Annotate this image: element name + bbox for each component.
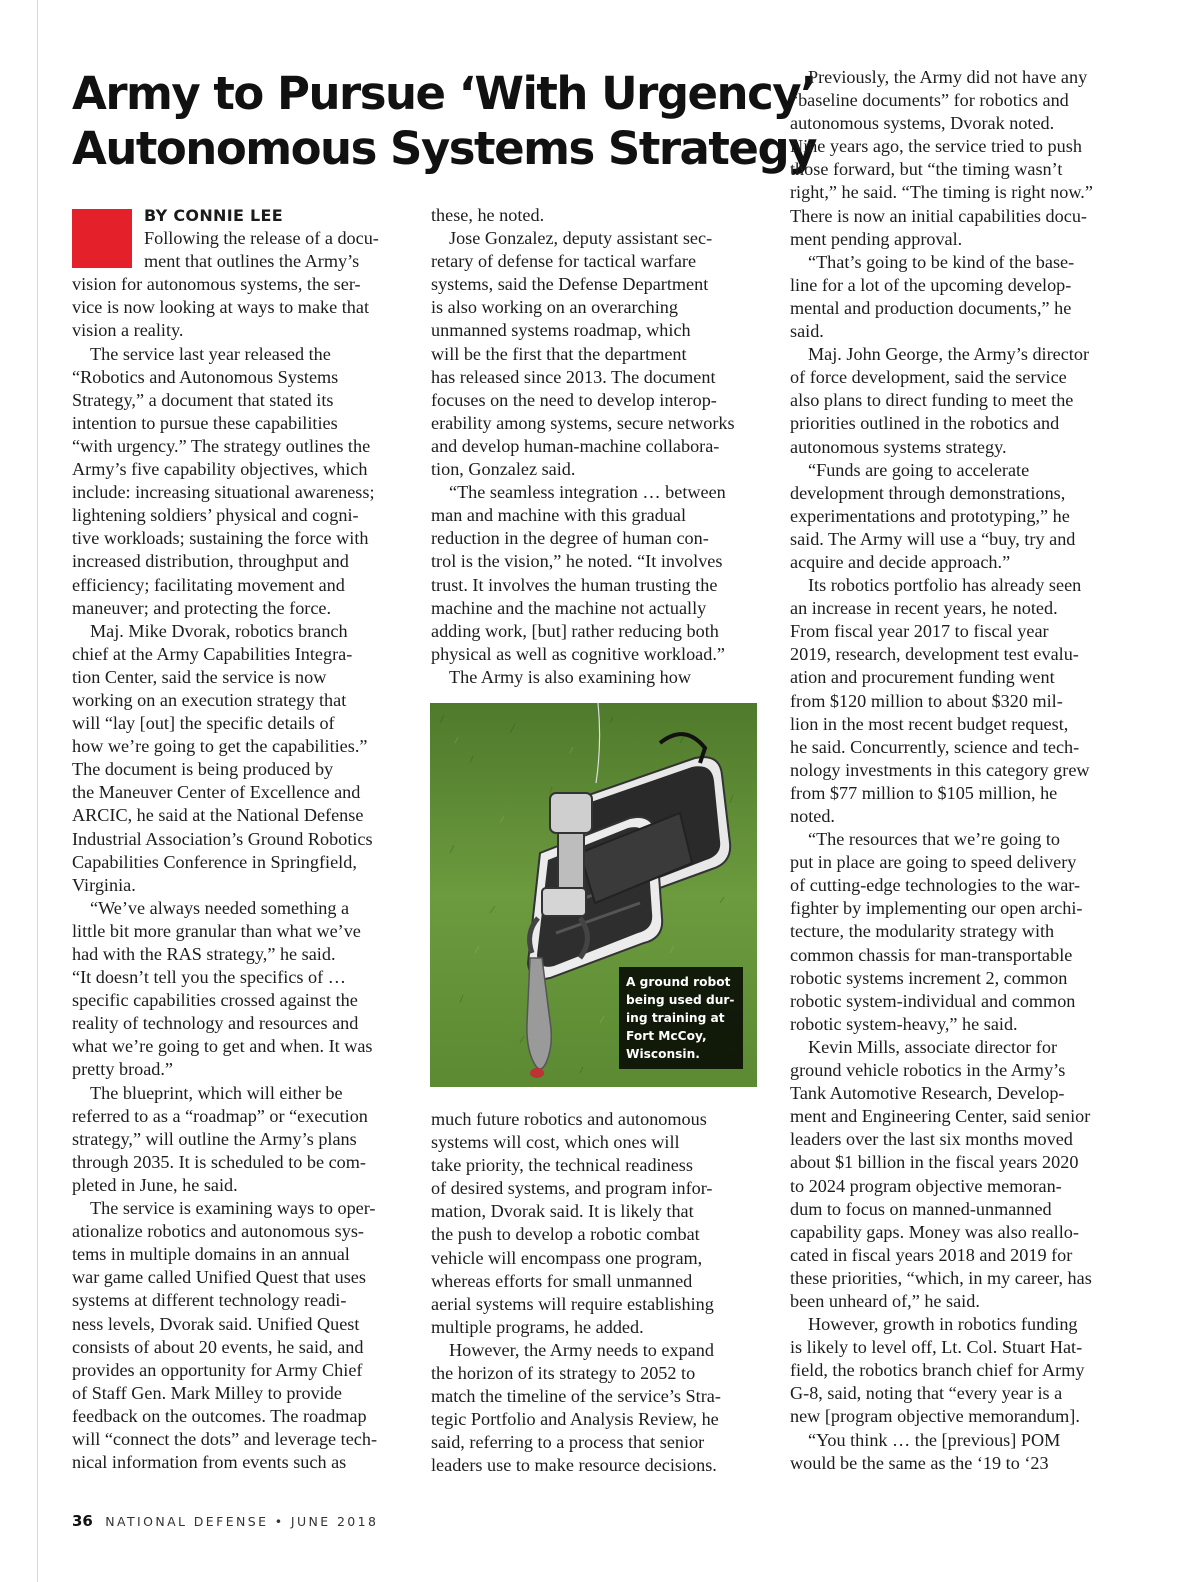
text-line: nology investments in this category grew bbox=[790, 759, 1090, 780]
text-line: machine and the machine not actually bbox=[431, 597, 707, 618]
text-line: ationalize robotics and autonomous sys- bbox=[72, 1221, 364, 1242]
text-line: these priorities, “which, in my career, has bbox=[790, 1267, 1092, 1288]
paragraph bbox=[72, 273, 408, 342]
text-line: Nine years ago, the service tried to push bbox=[790, 136, 1082, 157]
paragraph bbox=[72, 366, 408, 620]
column-3 bbox=[790, 66, 1126, 1475]
text-line: lion in the most recent budget request, bbox=[790, 713, 1069, 734]
caption-line: ing training at bbox=[626, 1011, 725, 1025]
text-line: efficiency; facilitating movement and bbox=[72, 574, 345, 595]
text-line: is likely to level off, Lt. Col. Stuart Hat- bbox=[790, 1337, 1083, 1358]
text-line: unmanned systems roadmap, which bbox=[431, 320, 691, 341]
text-line: experimentations and prototyping,” he bbox=[790, 505, 1070, 526]
text-line: of Staff Gen. Mark Milley to provide bbox=[72, 1382, 342, 1403]
text-line: ation and procurement funding went bbox=[790, 667, 1055, 688]
paragraph bbox=[790, 366, 1126, 458]
paragraph bbox=[790, 482, 1126, 574]
text-line: little bit more granular than what we’ve bbox=[72, 920, 361, 941]
text-line: an increase in recent years, he noted. bbox=[790, 598, 1058, 619]
text-line: The blueprint, which will either be bbox=[90, 1082, 343, 1103]
paragraph bbox=[431, 250, 761, 481]
robot-photo bbox=[430, 703, 757, 1087]
text-line: these, he noted. bbox=[431, 205, 545, 225]
text-line: “That’s going to be kind of the base- bbox=[808, 251, 1075, 272]
text-line: “Funds are going to accelerate bbox=[808, 459, 1030, 480]
text-line: autonomous systems, Dvorak noted. bbox=[790, 113, 1055, 134]
paragraph bbox=[790, 66, 1126, 89]
text-line: had with the RAS strategy,” he said. bbox=[72, 944, 336, 964]
text-line: much future robotics and autonomous bbox=[431, 1109, 707, 1129]
text-line: leaders use to make resource decisions. bbox=[431, 1455, 717, 1476]
text-line: ment and Engineering Center, said senior bbox=[790, 1106, 1091, 1127]
paragraph bbox=[72, 920, 408, 1082]
headline bbox=[72, 66, 816, 176]
page-number: 36 bbox=[72, 1512, 93, 1530]
column-1 bbox=[72, 204, 408, 1474]
text-line: Tank Automotive Research, Develop- bbox=[790, 1083, 1065, 1104]
text-line: reduction in the degree of human con- bbox=[431, 528, 709, 549]
paragraph bbox=[790, 89, 1126, 251]
text-line: focuses on the need to develop interop- bbox=[431, 389, 717, 410]
paragraph bbox=[431, 666, 761, 689]
text-line: Maj. Mike Dvorak, robotics branch bbox=[90, 620, 348, 641]
text-line: is also working on an overarching bbox=[431, 297, 678, 318]
text-line: vision for autonomous systems, the ser- bbox=[72, 274, 361, 295]
text-line: “The resources that we’re going to bbox=[808, 829, 1060, 850]
text-line: nical information from events such as bbox=[72, 1452, 347, 1473]
text-line: maneuver; and protecting the force. bbox=[72, 597, 332, 618]
text-line: robotic systems increment 2, common bbox=[790, 967, 1068, 988]
paragraph bbox=[72, 620, 408, 643]
text-line: adding work, [but] rather reducing both bbox=[431, 620, 719, 641]
text-line: pretty broad.” bbox=[72, 1059, 173, 1080]
text-line: of force development, said the service bbox=[790, 367, 1067, 388]
text-line: put in place are going to speed delivery bbox=[790, 852, 1077, 873]
text-line: development through demonstrations, bbox=[790, 482, 1066, 503]
paragraph bbox=[72, 1220, 408, 1474]
photo-caption bbox=[619, 967, 743, 1069]
text-line: take priority, the technical readiness bbox=[431, 1155, 693, 1176]
text-line: mental and production documents,” he bbox=[790, 297, 1072, 318]
text-line: right,” he said. “The timing is right now.” bbox=[790, 182, 1093, 203]
text-line: Jose Gonzalez, deputy assistant sec- bbox=[449, 228, 713, 249]
text-line: working on an execution strategy that bbox=[72, 689, 347, 710]
text-line: tecture, the modularity strategy with bbox=[790, 921, 1055, 942]
text-line: Strategy,” a document that stated its bbox=[72, 389, 334, 410]
text-line: “We’ve always needed something a bbox=[90, 897, 350, 918]
text-line: cated in fiscal years 2018 and 2019 for bbox=[790, 1244, 1073, 1265]
text-line: “with urgency.” The strategy outlines the bbox=[72, 435, 371, 456]
text-line: Capabilities Conference in Springfield, bbox=[72, 851, 357, 872]
text-line: also plans to direct funding to meet the bbox=[790, 390, 1074, 411]
text-line: those forward, but “the timing wasn’t bbox=[790, 159, 1063, 180]
paragraph bbox=[72, 897, 408, 920]
text-line: multiple programs, he added. bbox=[431, 1316, 644, 1337]
text-line: feedback on the outcomes. The roadmap bbox=[72, 1405, 367, 1426]
text-line: physical as well as cognitive workload.” bbox=[431, 643, 725, 664]
text-line: from $120 million to about $320 mil- bbox=[790, 690, 1063, 711]
text-line: what we’re going to get and when. It was bbox=[72, 1036, 373, 1057]
text-line: match the timeline of the service’s Stra- bbox=[431, 1386, 721, 1407]
paragraph bbox=[790, 251, 1126, 274]
text-line: trust. It involves the human trusting the bbox=[431, 574, 718, 595]
column-2-bottom bbox=[431, 1108, 761, 1478]
text-line: will be the first that the department bbox=[431, 343, 687, 364]
paragraph bbox=[72, 643, 408, 897]
paragraph bbox=[431, 227, 761, 250]
text-line: capability gaps. Money was also reallo- bbox=[790, 1221, 1079, 1242]
text-line: the Maneuver Center of Excellence and bbox=[72, 782, 361, 803]
text-line: tion Center, said the service is now bbox=[72, 666, 327, 687]
paragraph bbox=[72, 1082, 408, 1105]
text-line: The service last year released the bbox=[90, 343, 331, 364]
paragraph bbox=[790, 851, 1126, 1036]
text-line: said, referring to a process that senior bbox=[431, 1432, 705, 1453]
text-line: new [program objective memorandum]. bbox=[790, 1406, 1080, 1427]
text-line: has released since 2013. The document bbox=[431, 366, 716, 387]
text-line: whereas efforts for small unmanned bbox=[431, 1270, 693, 1291]
text-line: vision a reality. bbox=[72, 320, 184, 341]
text-line: ment pending approval. bbox=[790, 228, 963, 249]
caption-line: Wisconsin. bbox=[626, 1047, 700, 1061]
text-line: strategy,” will outline the Army’s plans bbox=[72, 1128, 357, 1149]
text-line: said. bbox=[790, 321, 824, 342]
text-line: man and machine with this gradual bbox=[431, 505, 687, 526]
text-line: priorities outlined in the robotics and bbox=[790, 413, 1060, 434]
page-edge-rule bbox=[37, 0, 38, 1582]
text-line: consists of about 20 events, he said, and bbox=[72, 1336, 364, 1357]
text-line: noted. bbox=[790, 806, 835, 826]
text-line: from $77 million to $105 million, he bbox=[790, 782, 1058, 803]
text-line: mation, Dvorak said. It is likely that bbox=[431, 1201, 694, 1222]
publication-line: NATIONAL DEFENSE • JUNE 2018 bbox=[105, 1514, 379, 1529]
column-1-body bbox=[72, 227, 408, 1474]
text-line: will “lay [out] the specific details of bbox=[72, 713, 335, 734]
text-line: tion, Gonzalez said. bbox=[431, 459, 576, 480]
paragraph bbox=[72, 1105, 408, 1197]
text-line: ment that outlines the Army’s bbox=[144, 251, 360, 272]
text-line: through 2035. It is scheduled to be com- bbox=[72, 1151, 366, 1172]
text-line: The document is being produced by bbox=[72, 759, 334, 780]
text-line: aerial systems will require establishing bbox=[431, 1293, 714, 1314]
text-line: systems, said the Defense Department bbox=[431, 274, 709, 295]
text-line: acquire and decide approach.” bbox=[790, 551, 1011, 572]
text-line: systems at different technology readi- bbox=[72, 1290, 347, 1311]
text-line: been unheard of,” he said. bbox=[790, 1290, 980, 1311]
text-line: robotic system-heavy,” he said. bbox=[790, 1013, 1018, 1034]
caption-line: being used dur- bbox=[626, 993, 735, 1007]
text-line: reality of technology and resources and bbox=[72, 1013, 359, 1034]
text-line: Its robotics portfolio has already seen bbox=[808, 575, 1082, 596]
page-footer bbox=[72, 1512, 378, 1530]
paragraph bbox=[790, 1452, 1126, 1475]
text-line: vice is now looking at ways to make that bbox=[72, 297, 370, 318]
text-line: ground vehicle robotics in the Army’s bbox=[790, 1060, 1066, 1081]
text-line: systems will cost, which ones will bbox=[431, 1132, 680, 1153]
text-line: “You think … the [previous] POM bbox=[808, 1429, 1061, 1450]
text-line: fighter by implementing our open archi- bbox=[790, 898, 1083, 919]
headline-line: Autonomous Systems Strategy bbox=[72, 122, 816, 175]
text-line: provides an opportunity for Army Chief bbox=[72, 1359, 363, 1380]
text-line: common chassis for man-transportable bbox=[790, 944, 1073, 965]
paragraph bbox=[431, 1362, 761, 1477]
text-line: trol is the vision,” he noted. “It involves bbox=[431, 551, 723, 572]
paragraph bbox=[790, 1313, 1126, 1336]
text-line: There is now an initial capabilities docu- bbox=[790, 205, 1087, 226]
paragraph bbox=[790, 1059, 1126, 1313]
paragraph bbox=[431, 204, 761, 227]
byline: BY CONNIE LEE bbox=[144, 206, 284, 225]
paragraph bbox=[790, 274, 1126, 343]
text-line: However, the Army needs to expand bbox=[449, 1339, 714, 1360]
text-line: The Army is also examining how bbox=[449, 666, 691, 687]
text-line: 2019, research, development test evalu- bbox=[790, 644, 1079, 665]
text-line: erability among systems, secure networks bbox=[431, 412, 735, 433]
paragraph bbox=[431, 1339, 761, 1362]
text-line: to 2024 program objective memoran- bbox=[790, 1175, 1062, 1196]
text-line: “The seamless integration … between bbox=[449, 482, 726, 503]
text-line: about $1 billion in the fiscal years 2020 bbox=[790, 1152, 1079, 1173]
text-line: retary of defense for tactical warfare bbox=[431, 251, 697, 272]
text-line: From fiscal year 2017 to fiscal year bbox=[790, 621, 1049, 642]
text-line: line for a lot of the upcoming develop- bbox=[790, 274, 1072, 295]
headline-line: Army to Pursue ‘With Urgency’ bbox=[72, 67, 816, 120]
text-line: autonomous systems strategy. bbox=[790, 436, 1007, 457]
text-line: “Robotics and Autonomous Systems bbox=[72, 366, 339, 387]
text-line: the horizon of its strategy to 2052 to bbox=[431, 1363, 696, 1384]
text-line: Maj. John George, the Army’s director bbox=[808, 344, 1090, 365]
paragraph bbox=[790, 828, 1126, 851]
text-line: would be the same as the ‘19 to ‘23 bbox=[790, 1452, 1049, 1473]
paragraph bbox=[790, 597, 1126, 828]
text-line: chief at the Army Capabilities Integra- bbox=[72, 643, 353, 664]
text-line: specific capabilities crossed against the bbox=[72, 990, 358, 1011]
text-line: The service is examining ways to oper- bbox=[90, 1198, 376, 1219]
text-line: and develop human-machine collabora- bbox=[431, 435, 720, 456]
text-line: include: increasing situational awareness; bbox=[72, 482, 375, 503]
text-line: of cutting-edge technologies to the war- bbox=[790, 875, 1081, 896]
text-line: G-8, said, noting that “every year is a bbox=[790, 1383, 1063, 1404]
text-line: tive workloads; sustaining the force with bbox=[72, 528, 369, 549]
text-line: tegic Portfolio and Analysis Review, he bbox=[431, 1409, 719, 1430]
text-line: robotic system-individual and common bbox=[790, 990, 1076, 1011]
paragraph bbox=[790, 459, 1126, 482]
text-line: Kevin Mills, associate director for bbox=[808, 1036, 1057, 1057]
text-line: how we’re going to get the capabilities.” bbox=[72, 736, 368, 757]
text-line: Industrial Association’s Ground Robotics bbox=[72, 828, 373, 849]
text-line: field, the robotics branch chief for Army bbox=[790, 1360, 1085, 1381]
text-line: ARCIC, he said at the National Defense bbox=[72, 805, 364, 826]
text-line: will “connect the dots” and leverage tech- bbox=[72, 1428, 378, 1449]
paragraph bbox=[790, 574, 1126, 597]
text-line: dum to focus on manned-unmanned bbox=[790, 1198, 1052, 1219]
text-line: Virginia. bbox=[72, 874, 136, 895]
paragraph bbox=[72, 227, 408, 273]
caption-line: A ground robot bbox=[626, 975, 731, 989]
text-line: the push to develop a robotic combat bbox=[431, 1224, 700, 1245]
paragraph bbox=[790, 343, 1126, 366]
text-line: “It doesn’t tell you the specifics of … bbox=[72, 967, 346, 988]
paragraph bbox=[790, 1336, 1126, 1428]
text-line: intention to pursue these capabilities bbox=[72, 412, 338, 433]
paragraph bbox=[431, 481, 761, 504]
text-line: Previously, the Army did not have any bbox=[808, 67, 1088, 87]
text-line: tems in multiple domains in an annual bbox=[72, 1244, 350, 1265]
text-line: lightening soldiers’ physical and cogni- bbox=[72, 505, 359, 526]
text-line: ness levels, Dvorak said. Unified Quest bbox=[72, 1313, 360, 1334]
paragraph bbox=[431, 504, 761, 666]
text-line: he said. Concurrently, science and tech- bbox=[790, 736, 1080, 757]
paragraph bbox=[431, 1108, 761, 1339]
text-line: “baseline documents” for robotics and bbox=[790, 90, 1069, 111]
text-line: vehicle will encompass one program, bbox=[431, 1247, 703, 1268]
text-line: increased distribution, throughput and bbox=[72, 551, 349, 572]
text-line: of desired systems, and program infor- bbox=[431, 1178, 713, 1199]
paragraph bbox=[790, 1036, 1126, 1059]
paragraph bbox=[72, 343, 408, 366]
paragraph bbox=[72, 1197, 408, 1220]
text-line: referred to as a “roadmap” or “execution bbox=[72, 1105, 368, 1126]
text-line: Army’s five capability objectives, which bbox=[72, 459, 368, 480]
text-line: said. The Army will use a “buy, try and bbox=[790, 528, 1076, 549]
text-line: However, growth in robotics funding bbox=[808, 1314, 1078, 1335]
text-line: pleted in June, he said. bbox=[72, 1174, 238, 1195]
text-line: Following the release of a docu- bbox=[144, 228, 379, 249]
column-2-top bbox=[431, 204, 761, 689]
paragraph bbox=[790, 1429, 1126, 1452]
text-line: war game called Unified Quest that uses bbox=[72, 1267, 366, 1288]
text-line: leaders over the last six months moved bbox=[790, 1129, 1073, 1150]
caption-line: Fort McCoy, bbox=[626, 1029, 707, 1043]
